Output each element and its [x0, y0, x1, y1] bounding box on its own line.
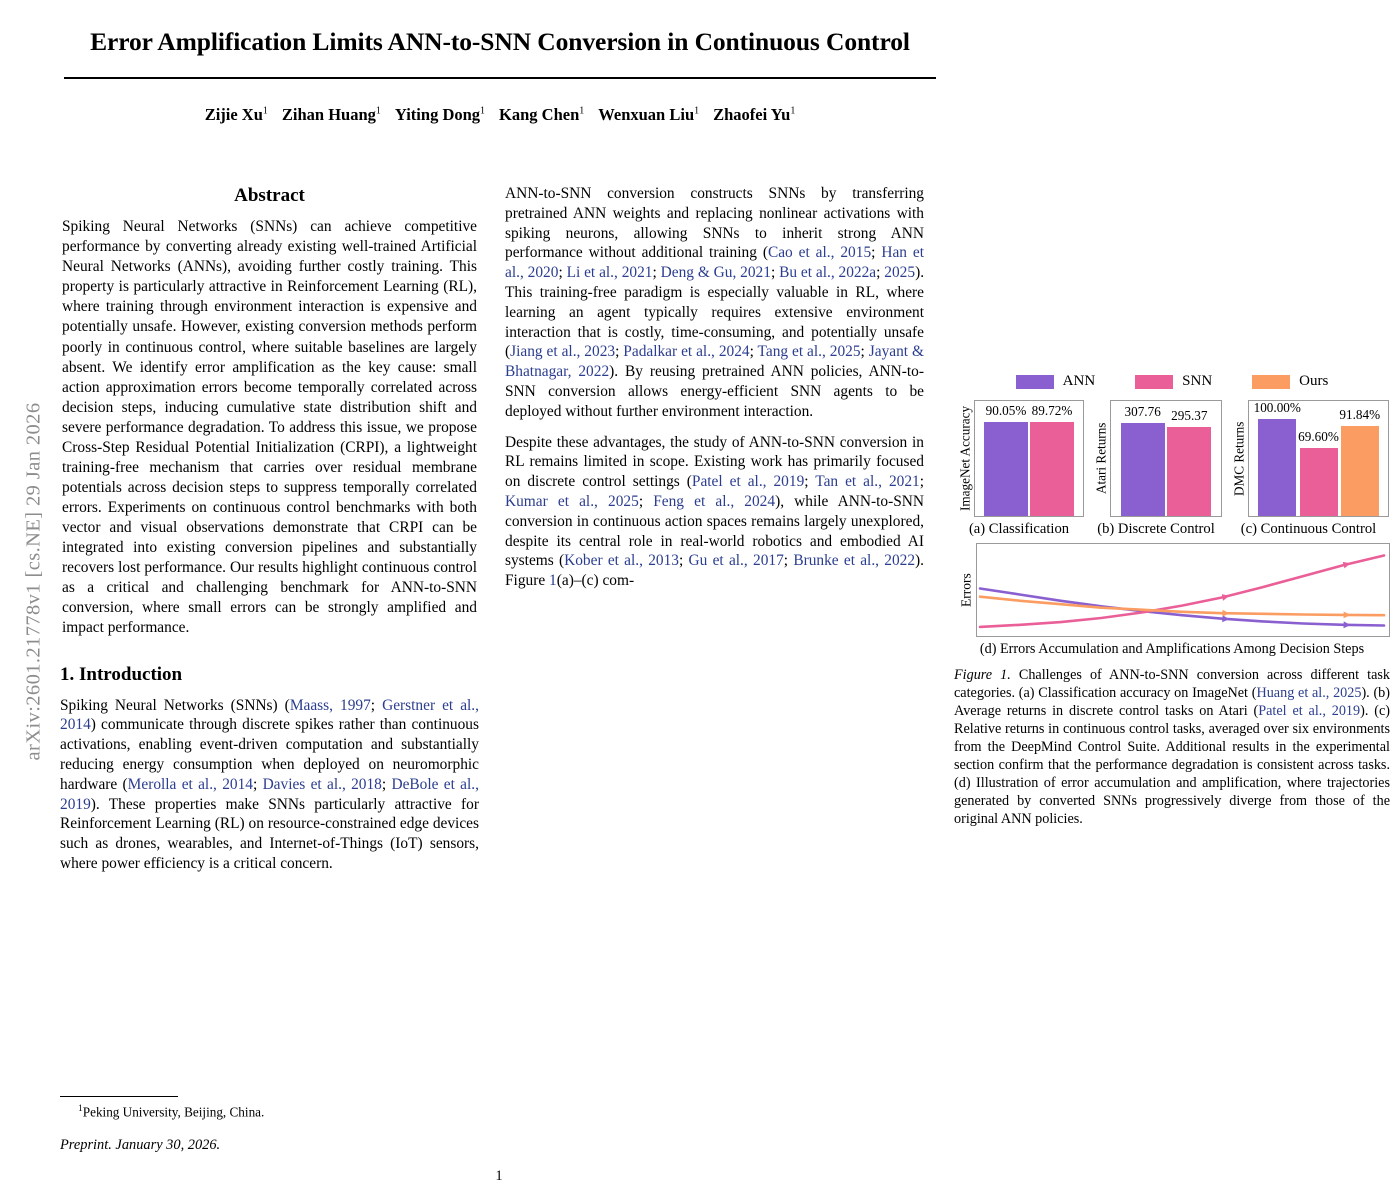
- line-arrow-marker: [1344, 611, 1351, 618]
- paragraph-text: ;: [860, 343, 869, 361]
- author-name: Yiting Dong$^1$: [394, 105, 486, 125]
- panel-a-plot: [974, 400, 1084, 517]
- author-affiliation-marker: 1: [375, 105, 381, 117]
- legend-item-ours: [1252, 372, 1328, 391]
- citation-link[interactable]: Gu et al., 2017: [688, 552, 784, 570]
- panel-a-classification: [954, 400, 1084, 539]
- paragraph-text: ;: [919, 473, 925, 491]
- bar-snn: [1030, 403, 1074, 516]
- paragraph-text: ). This training-free paradigm is especially valuable in RL, where learning an agent typically requires extensive environment interaction that is costly, time-consuming, and potentially unsafe (: [505, 264, 925, 361]
- paragraph-text: ;: [652, 264, 661, 282]
- line-arrow-marker: [1222, 610, 1229, 617]
- citation-link[interactable]: Tang et al., 2025: [757, 343, 861, 361]
- citation-link[interactable]: Feng et al., 2024: [653, 492, 776, 510]
- citation-link[interactable]: Huang et al., 2025: [1256, 684, 1362, 701]
- citation-link[interactable]: Davies et al., 2018: [262, 775, 382, 793]
- citation-link[interactable]: Patel et al., 2019: [1258, 702, 1361, 719]
- body-paragraph: [505, 433, 924, 591]
- bar-ann: [1121, 404, 1165, 516]
- right-column: [505, 184, 1390, 827]
- panel-a-ylabel: ImageNet Accuracy: [957, 405, 973, 512]
- citation-link[interactable]: Kumar et al., 2025: [505, 492, 639, 510]
- figure-caption-label: Figure 1.: [954, 667, 1011, 683]
- bar-value-label: 295.37: [1171, 408, 1208, 423]
- paragraph-text: ;: [749, 343, 758, 361]
- paragraph-text: ANN-to-SNN conversion constructs SNNs by transferring pretrained ANN weights and replacing nonlinear activations with spiking neurons, allowing SNNs to inherit strong ANN performance without additional training (: [505, 185, 924, 262]
- legend-label: SNN: [1182, 373, 1213, 390]
- bar-ann: [1253, 400, 1301, 516]
- figure-panels-abc: [954, 400, 1390, 539]
- figure-legend: [954, 370, 1390, 394]
- paragraph-text: Challenges of ANN-to-SNN conversion across different task categories. (a) Classification accuracy on ImageNet (: [954, 667, 1390, 701]
- line-arrow-marker: [1343, 621, 1350, 628]
- panel-d-caption: (d) Errors Accumulation and Amplifications Among Decision Steps: [979, 640, 1365, 657]
- legend-swatch-icon: [1016, 375, 1054, 389]
- line-series-ann: [980, 588, 1384, 625]
- panel-c-ylabel: DMC Returns: [1231, 421, 1247, 496]
- legend-item-snn: [1135, 372, 1212, 391]
- paragraph-text: ). By reusing pretrained ANN policies, ANN-to-SNN conversion allows energy-efficient SNN agents to be deployed without further environment interaction.: [505, 363, 925, 420]
- paragraph-text: ;: [252, 775, 263, 793]
- bar-value-label: 89.72%: [1031, 403, 1073, 418]
- paragraph-text: ). These properties make SNNs particularly attractive for Reinforcement Learning (RL) on resource-constrained edge devices such as drones, wearables, and Internet-of-Things (IoT) sensors, where power efficiency is a critical concern.: [60, 795, 479, 872]
- paragraph-text: ;: [381, 775, 392, 793]
- author-name: Zihan Huang$^1$: [281, 105, 381, 125]
- abstract-heading: Abstract: [234, 185, 305, 206]
- intro-paragraph-1: [60, 696, 479, 874]
- citation-link[interactable]: Jiang et al., 2023: [510, 343, 616, 361]
- page-number: 1: [495, 1168, 503, 1184]
- author-affiliation-marker: 1: [579, 105, 585, 117]
- footnote-affiliation: [60, 1103, 479, 1121]
- paragraph-text: ). Figure: [505, 552, 925, 590]
- paragraph-text: Despite these advantages, the study of ANN-to-SNN conversion in RL remains limited in scope. Existing work has primarily focused on discrete control settings (: [505, 433, 924, 491]
- body-paragraph: [505, 184, 924, 422]
- footnote-marker: 1: [78, 1104, 83, 1114]
- bar-value-label: 307.76: [1124, 404, 1161, 419]
- bar-value-label: 69.60%: [1298, 429, 1339, 444]
- panel-d-svg: [977, 544, 1387, 634]
- legend-item-ann: [1016, 372, 1096, 391]
- paragraph-text: ). (c) Relative returns in continuous control tasks, averaged over six environments from the DeepMind Control Suite. Additional results in the experimental section confirm that the performance degradation is consistent across tasks. (d) Illustration of error accumulation and amplification, where trajectories generated by converted SNNs progressively diverge from those of the original ANN policies.: [954, 702, 1390, 827]
- bar-snn: [1298, 429, 1339, 516]
- paragraph-text: ;: [638, 492, 654, 510]
- arxiv-stamp: [0, 0, 56, 1200]
- abstract-body: Spiking Neural Networks (SNNs) can achieve competitive performance by converting already existing well-trained Artificial Neural Networks (ANNs), avoiding further costly training. This property is particularly attractive in Reinforcement Learning (RL), where training through environment interaction is expensive and potentially unsafe. However, existing conversion methods perform poorly in continuous control, where suitable baselines are largely absent. We identify error amplification as the key cause: small action approximation errors become temporally correlated across decision steps, inducing cumulative state distribution shift and severe performance degradation. To address this issue, we propose Cross-Step Residual Potential Initialization (CRPI), a lightweight training-free mechanism that carries over residual membrane potentials across decision steps to suppress temporally correlated errors. Experiments on continuous control benchmarks with both vector and visual observations demonstrate that CRPI can be integrated into existing conversion pipelines and substantially recovers lost performance. Our results highlight continuous control as a critical and challenging benchmark for ANN-to-SNN conversion, where small errors can be strongly amplified and impact performance.: [62, 218, 477, 636]
- paragraph-text: ;: [558, 264, 567, 282]
- citation-link[interactable]: Deng & Gu, 2021: [660, 264, 771, 282]
- bar-value-label: 91.84%: [1339, 407, 1381, 422]
- citation-link[interactable]: 1: [549, 572, 557, 590]
- page-title: Error Amplification Limits ANN-to-SNN Conversion in Continuous Control: [90, 27, 910, 56]
- panel-b-discrete-control: [1090, 400, 1222, 539]
- bar-snn: [1167, 408, 1211, 516]
- figure-1: [954, 370, 1390, 829]
- figure-caption-text: [954, 667, 1390, 827]
- panel-b-ylabel: Atari Returns: [1093, 422, 1109, 495]
- citation-link[interactable]: Maass, 1997: [289, 696, 371, 714]
- right-column-paragraphs: [505, 184, 924, 591]
- bar-value-label: 100.00%: [1253, 400, 1301, 415]
- citation-link[interactable]: Cao et al., 2015: [767, 244, 872, 262]
- citation-link[interactable]: Patel et al., 2019: [691, 473, 805, 491]
- paragraph-text: ). (b) Average returns in discrete control tasks on Atari (: [954, 684, 1390, 719]
- line-arrow-marker: [1222, 615, 1230, 622]
- paragraph-text: ;: [679, 552, 689, 570]
- citation-link[interactable]: Bu et al., 2022a: [779, 264, 877, 282]
- citation-link[interactable]: Gerstner et al., 2014: [60, 696, 479, 734]
- title-block: [64, 26, 936, 125]
- author-name: Wenxuan Liu$^1$: [598, 105, 700, 125]
- panel-d-errors: [954, 543, 1390, 658]
- author-name: Zijie Xu$^1$: [204, 105, 268, 125]
- citation-link[interactable]: Li et al., 2021: [566, 264, 653, 282]
- paper-page: [56, 0, 1390, 1200]
- author-affiliation-marker: 1: [262, 105, 268, 117]
- author-name: Kang Chen$^1$: [499, 105, 585, 125]
- author-affiliation-marker: 1: [694, 105, 700, 117]
- bar-ours: [1339, 407, 1381, 516]
- paragraph-text: ;: [615, 343, 624, 361]
- author-affiliation-marker: 1: [480, 105, 486, 117]
- citation-link[interactable]: DeBole et al., 2019: [60, 775, 479, 813]
- author-list: [64, 105, 936, 125]
- paragraph-text: (a)–(c) com-: [556, 572, 635, 590]
- citation-link[interactable]: Jayant & Bhatnagar, 2022: [505, 343, 924, 381]
- section-heading-introduction: 1. Introduction: [60, 663, 183, 685]
- author-name: Zhaofei Yu$^1$: [713, 105, 796, 125]
- paragraph-text: ) communicate through discrete spikes rather than continuous activations, enabling event-driven computation and substantially reducing energy consumption when deployed on neuromorphic hardware (: [60, 716, 479, 793]
- footnote-block: [60, 1096, 479, 1154]
- citation-link[interactable]: Padalkar et al., 2024: [623, 343, 750, 361]
- legend-swatch-icon: [1135, 375, 1173, 389]
- paragraph-text: ;: [770, 264, 780, 282]
- author-affiliation-marker: 1: [790, 105, 796, 117]
- arxiv-stamp-text: arXiv:2601.21778v1 [cs.NE] 29 Jan 2026: [22, 402, 45, 761]
- citation-link[interactable]: Kober et al., 2013: [564, 552, 680, 570]
- paragraph-text: ;: [370, 696, 383, 714]
- preprint-notice: Preprint. January 30, 2026.: [60, 1136, 221, 1153]
- paragraph-text: ;: [804, 473, 816, 491]
- left-column: [60, 184, 479, 884]
- paragraph-text: Spiking Neural Networks (SNNs) (: [60, 696, 290, 714]
- bar-value-label: 90.05%: [985, 403, 1027, 418]
- paragraph-text: ;: [783, 552, 794, 570]
- panel-a-caption: (a) Classification: [968, 521, 1070, 537]
- panel-c-plot: [1248, 400, 1389, 517]
- footnote-text: Peking University, Beijing, China.: [82, 1104, 265, 1120]
- legend-label: ANN: [1062, 373, 1096, 390]
- citation-link[interactable]: Han et al., 2020: [505, 244, 924, 282]
- panel-d-plot: [976, 543, 1390, 637]
- legend-label: Ours: [1299, 373, 1329, 390]
- paragraph-text: ;: [871, 244, 882, 262]
- panel-b-caption: (b) Discrete Control: [1097, 521, 1215, 537]
- citation-link[interactable]: Merolla et al., 2014: [127, 775, 253, 793]
- citation-link[interactable]: Tan et al., 2021: [815, 473, 920, 491]
- panel-c-continuous-control: [1228, 400, 1389, 539]
- footnote-divider: [60, 1096, 178, 1097]
- panel-b-plot: [1110, 400, 1222, 517]
- panel-d-ylabel: Errors: [958, 572, 974, 607]
- title-divider: [64, 77, 936, 79]
- figure-caption: [954, 667, 1390, 829]
- paragraph-text: ;: [876, 264, 885, 282]
- paragraph-text: ), while ANN-to-SNN conversion in continuous action spaces remains largely unexplored, despite its central role in real-world robotics and embodied AI systems (: [505, 492, 924, 570]
- legend-swatch-icon: [1252, 375, 1290, 389]
- citation-link[interactable]: Brunke et al., 2022: [793, 552, 916, 570]
- bar-ann: [984, 403, 1028, 516]
- citation-link[interactable]: 2025: [884, 264, 916, 282]
- panel-c-caption: (c) Continuous Control: [1240, 521, 1377, 537]
